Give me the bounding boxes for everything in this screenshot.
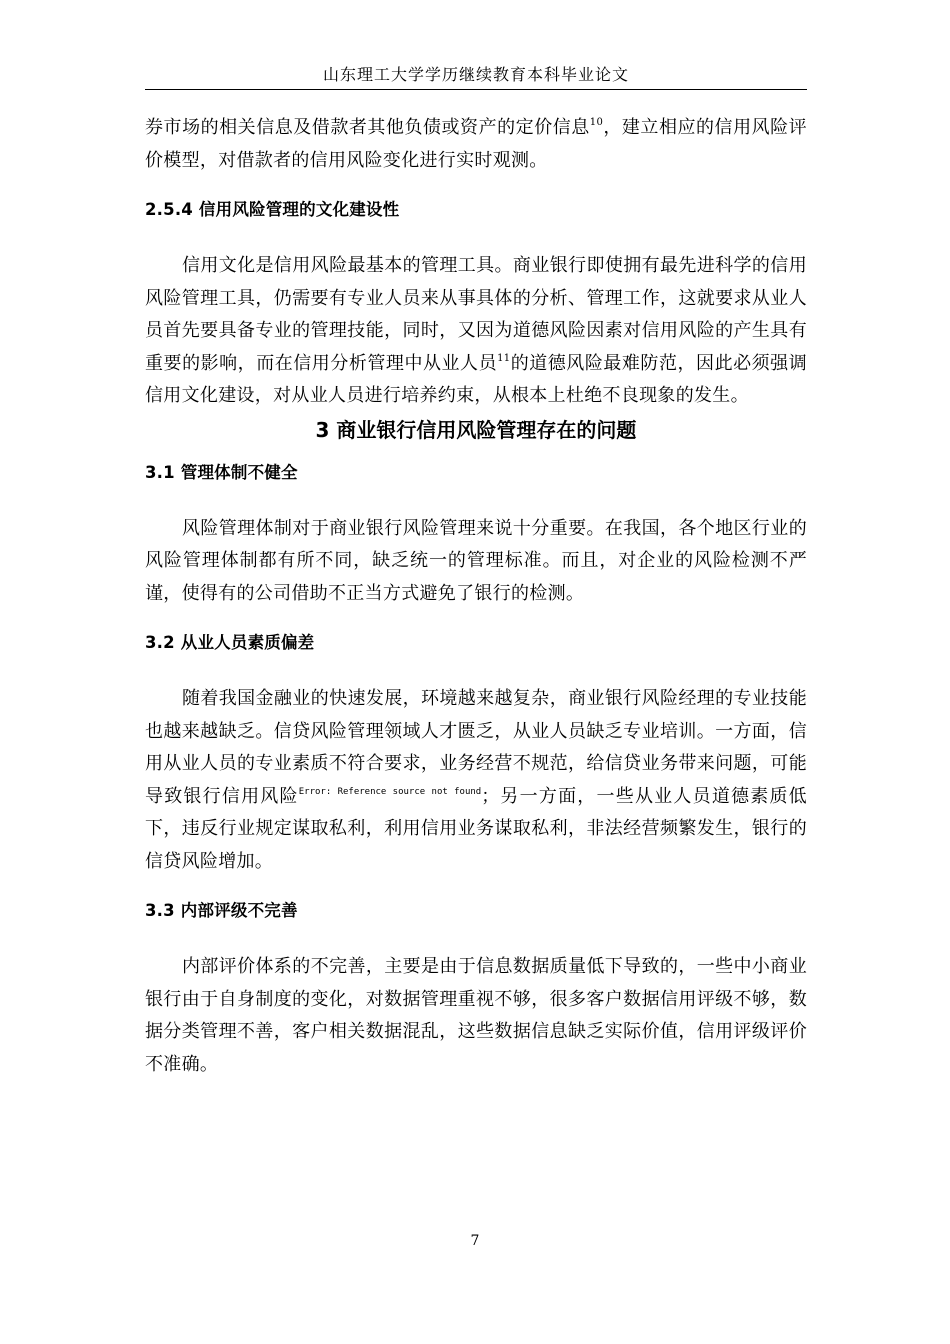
paragraph-text: 券市场的相关信息及借款者其他负债或资产的定价信息 [145,117,590,138]
heading-3-1: 3.1 管理体制不健全 [145,462,298,482]
paragraph-text: 随着我国金融业的快速发展，环境越来越复杂，商业银行风险经理的专业技能也越来越缺乏。信贷风险管理领域人才匮乏，从业人员缺乏专业培训。一方面，信用从业人员的专业素质不符合要求，业务经营不规范，给信贷业务带来问题，可能导致银行信用风险 [145,688,807,807]
running-header: 山东理工大学学历继续教育本科毕业论文 [322,65,629,84]
paragraph-3-3: 内部评价体系的不完善，主要是由于信息数据质量低下导致的，一些中小商业银行由于自身制度的变化，对数据管理重视不够，很多客户数据信用评级不够，数据分类管理不善，客户相关数据混乱，这些数据信息缺乏实际价值，信用评级评价不准确。 [145,956,807,1075]
paragraph-text: ；另一方面，一些从业人员道德素质低下，违反行业规定谋取私利，利用信用业务谋取私利，非法经营频繁发生，银行的信贷风险增加。 [145,785,807,872]
header-rule [145,89,807,90]
paragraph-text: 的道德风险最难防范，因此必须强调信用文化建设，对从业人员进行培养约束，从根本上杜绝不良现象的发生。 [145,352,807,406]
paragraph-intro-continuation [145,112,807,177]
citation-ref: 10 [589,117,604,128]
paragraph-3-1: 风险管理体制对于商业银行风险管理来说十分重要。在我国，各个地区行业的风险管理体制都有所不同，缺乏统一的管理标准。而且，对企业的风险检测不严谨，使得有的公司借助不正当方式避免了银行的检测。 [145,517,807,604]
heading-3-2: 3.2 从业人员素质偏差 [145,633,315,652]
heading-3-3: 3.3 内部评级不完善 [145,901,298,920]
chapter-3-title: 3 商业银行信用风险管理存在的问题 [315,417,637,442]
reference-error-note: Error: Reference source not found [298,786,482,797]
paragraph-credit-culture [145,250,807,413]
heading-2-5-4: 2.5.4 信用风险管理的文化建设性 [145,200,400,219]
paragraph-text: ，建立相应的信用风险评价模型，对借款者的信用风险变化进行实时观测。 [145,117,807,171]
paragraph-text: 信用文化是信用风险最基本的管理工具。商业银行即使拥有最先进科学的信用风险管理工具，仍需要有专业人员来从事具体的分析、管理工作，这就要求从业人员首先要具备专业的管理技能，同时，又因为道德风险因素对信用风险的产生具有重要的影响，而在信用分析管理中从业人员 [145,255,807,374]
page-number: 7 [470,1233,480,1249]
paragraph-3-2 [145,683,807,878]
page-content [145,112,807,1081]
citation-ref: 11 [497,352,511,364]
